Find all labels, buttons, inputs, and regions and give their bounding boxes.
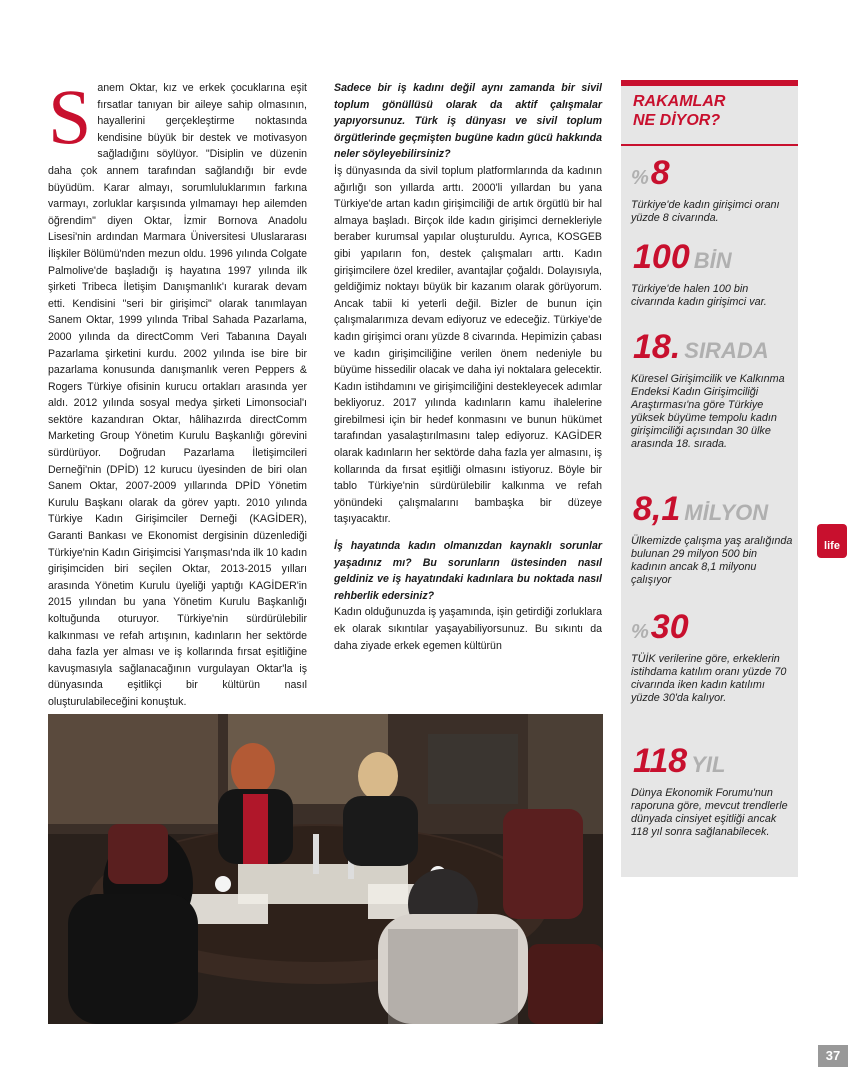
stat-value: 8: [650, 154, 670, 192]
stat-description: Dünya Ekonomik Forumu'nun raporuna göre, mevcut trendlerle dünyada cinsiyet eşitliği ancak 118 yıl sonra sağlanabilecek.: [631, 787, 788, 838]
stat-description: TÜİK verilerine göre, erkeklerin istihdama katılım oranı yüzde 70 civarında iken kadın katılımı yüzde 30'da kalıyor.: [631, 653, 787, 704]
stat-item: [631, 156, 793, 225]
interview-question-1: Sadece bir iş kadını değil aynı zamanda bir sivil toplum gönüllüsü olarak da aktif çalışmalar yapıyorsunuz. Türk iş dünyası ve sivil toplum örgütlerinde geçmişten bugüne kadın gücü hakkında neler söyleyebilirsiniz?: [334, 82, 602, 161]
stat-value: 118: [633, 742, 688, 780]
article-column-2: [334, 80, 602, 654]
magazine-logo: [817, 524, 847, 558]
stat-item: [631, 610, 793, 705]
sidebar-divider: [621, 144, 798, 146]
stat-item: [631, 492, 793, 587]
stat-description: Ülkemizde çalışma yaş aralığında bulunan 29 milyon 500 bin kadının ancak 8,1 milyonu çalışıyor: [631, 535, 793, 586]
stat-item: [631, 744, 793, 839]
interview-answer-1: İş dünyasında da sivil toplum platformlarında da kadının ağırlığı son yıllarda arttı. 2000'li yıllardan bu yana Türkiye'de artan kadın girişimciliği de artık örgütlü bir hal almaya başladı. Birçok ilde kadın girişimci dernekleriyle beraber kurumsal yapılar oluşturuldu. Ayrıca, KOSGEB gibi yapıların fon, destek çalışmaları arttı. Kadın girişimcilere özel krediler, avantajlar çoğaldı. Dolayısıyla, geldiğimiz noktayı büyük bir kazanım olarak görüyorum. Ancak tabii ki yeterli değil. Bizler de bunun için çalışmalarımıza devam ediyoruz ve edeceğiz. Türkiye'de kadın girişimci oranı yüzde 8 civarında. Hepimizin çabası ve kadın girişimciliğine verilen önem nedeniyle bu büyüme hissedilir olacak ve daha iyi noktalara gelecektir. Kadın istihdamını ve girişimciliğini destekleyecek adımlar bekliyoruz. 2017 yılında kadınların kamu ihalelerine girebilmesi için bir hedef konmasını ve bunun hükümet tarafından yasalaştırılmasını talep ediyoruz. KAGİDER olarak kadınların her sektörde daha fazla yer almasını, iş kollarında da fırsat eşitliği olmasını istiyoruz. Böyle bir tablo Türkiye'nin sürdürülebilir kalkınma ve refah yönündeki çalışmalarını bambaşka bir düzeye taşıyacaktır.: [334, 164, 602, 526]
stat-value: 8,1: [633, 490, 681, 528]
stat-value: 18.: [633, 328, 681, 366]
stat-description: Türkiye'de kadın girişimci oranı yüzde 8 civarında.: [631, 199, 780, 224]
stat-prefix: %: [631, 621, 649, 643]
stat-suffix: BİN: [693, 248, 732, 273]
stat-item: [631, 240, 793, 309]
sidebar-title-line-2: NE DİYOR?: [633, 112, 721, 129]
stat-value: 100: [633, 238, 690, 276]
stats-sidebar: [621, 80, 798, 877]
page-number: 37: [818, 1045, 848, 1067]
interview-answer-2: Kadın olduğunuzda iş yaşamında, işin getirdiği zorluklara ek olarak sıkıntılar yaşayabiliyorsunuz. Bu sıkıntı da daha ziyade erkek egemen kültürün: [334, 606, 602, 652]
stat-suffix: YIL: [691, 752, 726, 777]
article-column-1: [48, 73, 307, 711]
stat-suffix: MİLYON: [684, 500, 769, 525]
logo-text: life: [824, 540, 840, 552]
sidebar-title: [633, 92, 725, 130]
drop-cap: S: [48, 73, 92, 160]
meeting-photo: [48, 714, 603, 1024]
stat-item: [631, 330, 793, 451]
interview-question-2: İş hayatında kadın olmanızdan kaynaklı sorunlar yaşadınız mı? Bu sorunların üstesinden nasıl geldiniz ve iş hayatındaki kadınlara bu noktada nasıl rehberlik edersiniz?: [334, 540, 602, 602]
stat-value: 30: [650, 608, 689, 646]
stat-description: Türkiye'de halen 100 bin civarında kadın girişimci var.: [631, 283, 767, 308]
intro-paragraph: anem Oktar, kız ve erkek çocuklarına eşit fırsatlar tanıyan bir aileye sahip olmasının, hayallerini gerçekleştirme noktasında kendisine büyük bir destek ve motivasyon sağladığını söylüyor. "Disiplin ve düzenin daha çok annem tarafından sağlandığı bir evde büyüdüm. Karar almayı, sorumluluklarımın farkına varmayı, zorluklar karşısında yılmamayı hep ailemden öğrendim" diyen Oktar, İzmir Bornova Anadolu Lisesi'nin ardından Marmara Üniversitesi Uluslararası İlişkiler Bölümü'nden mezun oldu. 1996 yılında Colgate Palmolive'de başladığı iş hayatına 1997 yılında ilk şirketi Tribeca İletişim Danışmanlık'ı kurarak devam etti. Kendisini "seri bir girişimci" olarak tanımlayan Sanem Oktar, 1999 yılında Tribal Sahada Pazarlama, 2000 yılında da directComm Veri Tabanına Dayalı Pazarlama şirketini kurdu. 2002 yılında ise bire bir pazarlama konusunda danışmanlık veren Peppers & Rogers Türkiye ofisinin kurucu ortakları arasında yer aldı. 2012 yılında sosyal medya şirketi Limonsocial'ı sektöre kazandıran Oktar, hâlihazırda directComm Marketing Group Yönetim Kurulu Başkanlığı görevini sürdürüyor. Doğrudan Pazarlama İletişimcileri Derneği'nin (DPİD) 12 kurucu üyesinden de biri olan Sanem Oktar, 2007-2009 yıllarında DPİD Yönetim Kurulu Başkanı olarak da görev yaptı. 2010 yılında Türkiye Kadın Girişimciler Derneği (KAGİDER), Garanti Bankası ve Ekonomist dergisinin düzenlediği Türkiye'nin Kadın Girişimcisi Yarışması'nda ilk 10 kadın girişimciden biri seçilen Oktar, 2013-2015 yılları arasında Yönetim Kurulu üyeliği yaptığı KAGİDER'in 2015 yılından bu yana Yönetim Kurulu Başkanlığı koltuğunda oturuyor. Türkiye'nin sürdürülebilir kalkınması ve refah artışının, kadınların her sektörde daha fazla yer alması ve iş kollarında fırsat eşitliğine kavuşmasıyla sağlanacağının vurgulayan Oktar'la iş dünyasında eşitlikçi bir kültürün nasıl oluşturulabileceğini konuştuk.: [48, 82, 307, 708]
sidebar-accent-bar: [621, 80, 798, 86]
stat-suffix: SIRADA: [684, 338, 769, 363]
stat-description: Küresel Girişimcilik ve Kalkınma Endeksi Kadın Girişimciliği Araştırması'na göre Türkiye yüksek büyüme tempolu kadın girişimciliği açısından 30 ülke arasında 18. sırada.: [631, 373, 785, 450]
sidebar-title-line-1: RAKAMLAR: [633, 93, 726, 110]
stat-prefix: %: [631, 167, 649, 189]
